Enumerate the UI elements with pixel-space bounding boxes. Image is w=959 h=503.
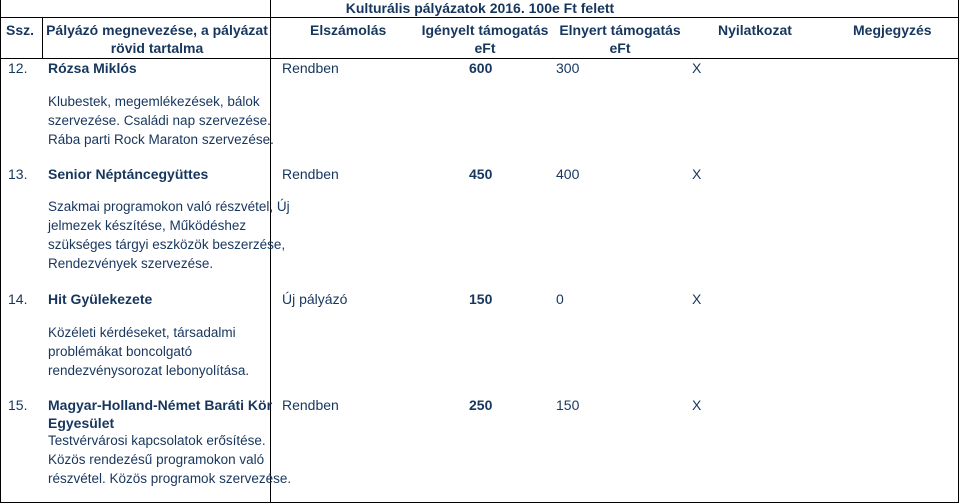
requested-amount: 150: [469, 291, 493, 307]
header-ssz: Ssz.: [6, 22, 35, 38]
declaration-mark: X: [692, 291, 702, 307]
col-divider: [42, 17, 43, 58]
requested-amount: 450: [469, 166, 493, 182]
applicant-name: Rózsa Miklós: [48, 60, 137, 76]
header-requested: Igényelt támogatás eFt: [421, 22, 549, 56]
requested-amount: 250: [469, 397, 493, 413]
won-amount: 150: [556, 397, 580, 413]
header-accounting: Elszámolás: [310, 22, 387, 38]
won-amount: 0: [556, 291, 564, 307]
header-notes: Megjegyzés: [853, 22, 932, 38]
accounting-status: Rendben: [282, 60, 339, 76]
page-title: Kulturális pályázatok 2016. 100e Ft felett: [345, 0, 615, 16]
header-declaration: Nyilatkozat: [718, 22, 792, 38]
accounting-status: Rendben: [282, 166, 339, 182]
row-number: 12.: [8, 60, 28, 76]
applicant-name: Magyar-Holland-Német Baráti Kör Egyesület: [48, 397, 273, 431]
grant-description: Testvérvárosi kapcsolatok erősítése. Közös rendezésű programokon való részvétel. Közös programok szervezése.: [48, 433, 292, 486]
won-amount: 400: [556, 166, 580, 182]
won-amount: 300: [556, 60, 580, 76]
row-number: 15.: [8, 397, 28, 413]
header-applicant: Pályázó megnevezése, a pályázat rövid tartalma: [46, 22, 268, 56]
grant-description: Szakmai programokon való részvétel, Új jelmezek készítése, Működéshez szükséges tárgyi eszközök beszerzése, Rendezvények szervezése.: [48, 199, 290, 271]
row-divider: [0, 17, 959, 18]
accounting-status: Rendben: [282, 397, 339, 413]
declaration-mark: X: [692, 60, 702, 76]
requested-amount: 600: [469, 60, 493, 76]
declaration-mark: X: [692, 166, 702, 182]
grant-description: Közéleti kérdéseket, társadalmi problémákat boncolgató rendezvénysorozat lebonyolítása.: [48, 325, 250, 378]
applicant-name: Hit Gyülekezete: [48, 291, 153, 307]
accounting-status: Új pályázó: [282, 291, 348, 307]
grant-description: Klubestek, megemlékezések, bálok szervezése. Családi nap szervezése. Rába parti Rock Maraton szervezése.: [48, 94, 274, 147]
applicant-name: Senior Néptáncegyüttes: [48, 166, 209, 182]
col-divider: [0, 0, 1, 503]
row-number: 13.: [8, 166, 28, 182]
row-number: 14.: [8, 291, 28, 307]
header-won: Elnyert támogatás eFt: [559, 22, 681, 56]
declaration-mark: X: [692, 397, 702, 413]
